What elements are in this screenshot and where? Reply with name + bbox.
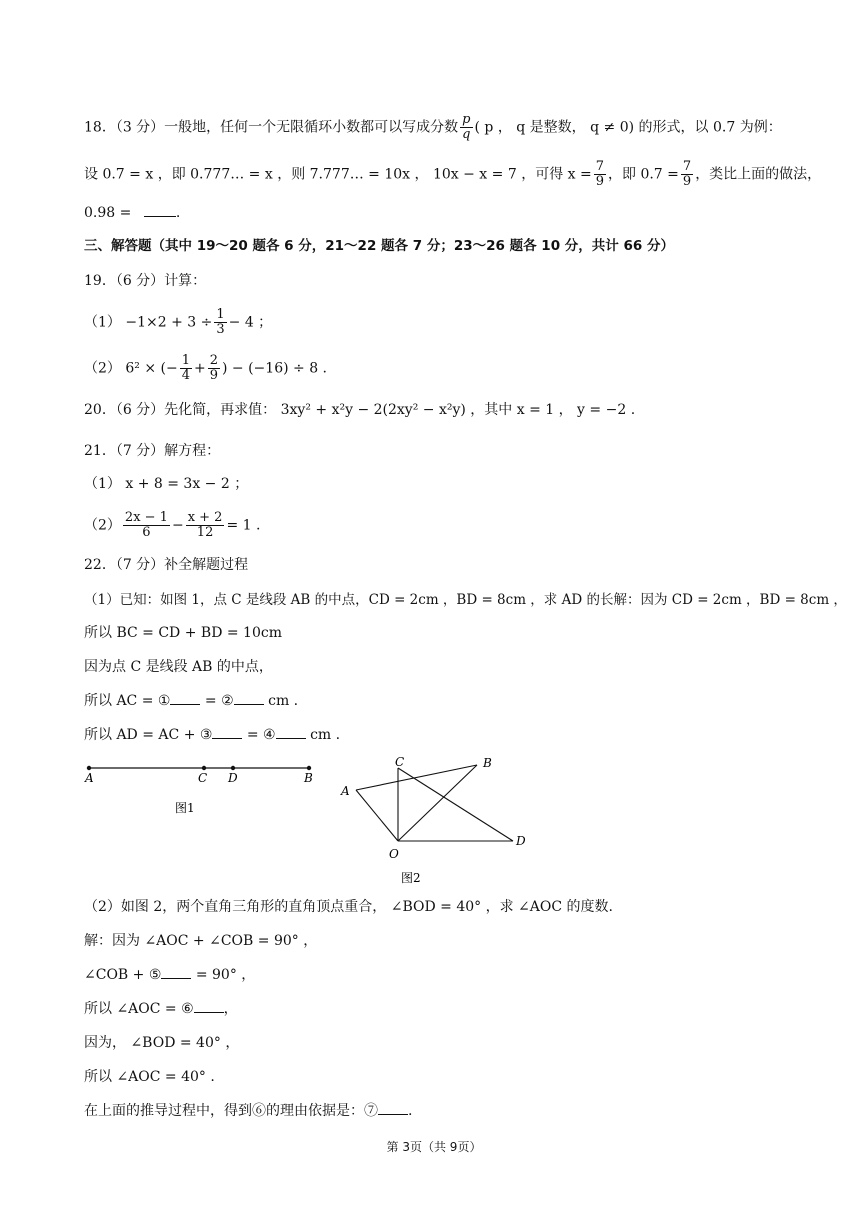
q22-line4 bbox=[84, 691, 298, 711]
q18-end: . bbox=[175, 205, 181, 221]
q22-line12 bbox=[84, 1101, 412, 1121]
q18-line2-b: ，即 0.7 = bbox=[608, 166, 679, 183]
answer-blank-1[interactable] bbox=[170, 691, 200, 705]
q19-fraction-1-3: $\frac{1}{3}$ bbox=[216, 307, 225, 337]
answer-blank-3[interactable] bbox=[212, 725, 242, 739]
answer-blank-4[interactable] bbox=[276, 725, 306, 739]
q18-line3 bbox=[84, 203, 180, 223]
section-3-heading: 三、解答题（其中 19～20 题各 6 分，21～22 题各 7 分；23～26 题各 10 分，共计 66 分） bbox=[84, 238, 674, 254]
q21-fraction-a: $\frac{2x - 1}{6}$ bbox=[124, 510, 168, 540]
q22-line2: 所以 BC = CD + BD = 10cm bbox=[84, 625, 282, 641]
q22-line6: （2）如图 2，两个直角三角形的直角顶点重合， ∠BOD = 40° ，求 ∠AOC 的度数. bbox=[84, 899, 613, 915]
q19-part1-b: − 4 ； bbox=[228, 314, 273, 331]
answer-blank-6[interactable] bbox=[194, 999, 224, 1013]
fig2-label-d: D bbox=[516, 834, 526, 848]
q18-line2-a: 设 0.7 = x ，即 0.777… = x ，则 7.777… = 10x ， 10x − x = 7 ，可得 x = bbox=[84, 166, 592, 183]
q21-part2-minus: − bbox=[171, 517, 184, 534]
fig2-label-o: O bbox=[389, 847, 399, 861]
fig1-label-d: D bbox=[228, 771, 238, 785]
fig2-label-a: A bbox=[341, 784, 350, 798]
answer-blank-7[interactable] bbox=[378, 1101, 408, 1115]
q18-line2 bbox=[84, 160, 821, 189]
q19-fraction-1-4: $\frac{1}{4}$ bbox=[181, 353, 190, 383]
q22-line4-a: 所以 AC = ① bbox=[84, 693, 171, 709]
q22-title: 22．（7 分）补全解题过程 bbox=[84, 557, 249, 573]
q22-line5-a: 所以 AD = AC + ③ bbox=[84, 727, 213, 743]
fig1-label-c: C bbox=[198, 771, 208, 785]
figure-1-segment bbox=[80, 758, 330, 818]
q18-line2-c: ，类比上面的做法， bbox=[695, 166, 822, 183]
q21-part2-b: = 1 . bbox=[226, 517, 261, 534]
q22-line5-c: cm . bbox=[310, 727, 341, 743]
q19-part2 bbox=[84, 354, 327, 383]
q22-line12-b: . bbox=[408, 1103, 413, 1119]
q18-line3-text: 0.98 = bbox=[84, 205, 132, 221]
q22-line4-b: = ② bbox=[204, 693, 234, 709]
q22-line11: 所以 ∠AOC = 40° . bbox=[84, 1069, 215, 1085]
q18-fraction-7-9-a: $\frac{7}{9}$ bbox=[595, 159, 604, 189]
q21-title: 21．（7 分）解方程： bbox=[84, 443, 221, 459]
q19-part1-a: （1） −1×2 + 3 ÷ bbox=[84, 314, 213, 331]
q22-line5 bbox=[84, 725, 340, 745]
answer-blank-2[interactable] bbox=[234, 691, 264, 705]
q18-line1 bbox=[84, 113, 782, 142]
fig1-label-b: B bbox=[304, 771, 313, 785]
figure-2-triangles bbox=[335, 750, 535, 890]
q20: 20．（6 分）先化简，再求值： 3xy² + x²y − 2(2xy² − x²y) ，其中 x = 1 ， y = −2 . bbox=[84, 402, 636, 418]
fig1-label-a: A bbox=[85, 771, 94, 785]
q22-line3: 因为点 C 是线段 AB 的中点， bbox=[84, 659, 273, 675]
q18-fraction-7-9-b: $\frac{7}{9}$ bbox=[682, 159, 692, 189]
q22-line9 bbox=[84, 999, 238, 1019]
q19-part2-a: （2） 6² × (− bbox=[84, 360, 178, 377]
q21-part1: （1） x + 8 = 3x − 2 ； bbox=[84, 476, 249, 492]
q22-line10: 因为， ∠BOD = 40° ， bbox=[84, 1035, 240, 1051]
q19-fraction-2-9: $\frac{2}{9}$ bbox=[209, 353, 218, 383]
fig2-label-b: B bbox=[483, 756, 492, 770]
fig2-label-c: C bbox=[395, 755, 405, 769]
q22-line9-a: 所以 ∠AOC = ⑥ bbox=[84, 1001, 194, 1017]
q22-line8-a: ∠COB + ⑤ bbox=[84, 967, 162, 983]
page-footer: 第 3页（共 9页） bbox=[386, 1140, 482, 1154]
fig1-caption: 图1 bbox=[175, 801, 195, 815]
q19-part2-b: ) − (−16) ÷ 8 . bbox=[222, 360, 327, 377]
q22-line4-c: cm . bbox=[268, 693, 299, 709]
q21-fraction-b: $\frac{x + 2}{12}$ bbox=[187, 510, 223, 540]
q21-part2-a: （2） bbox=[84, 517, 121, 534]
q21-part2 bbox=[84, 511, 260, 540]
q18-fraction-pq: $\frac{p}{q}$ bbox=[462, 112, 471, 142]
answer-blank-5[interactable] bbox=[161, 965, 191, 979]
q18-text-a: 18．（3 分）一般地，任何一个无限循环小数都可以写成分数 bbox=[84, 119, 459, 136]
q22-line8-b: = 90° ， bbox=[195, 967, 256, 983]
q22-line9-b: ， bbox=[223, 1001, 238, 1017]
q22-line7: 解：因为 ∠AOC + ∠COB = 90° ， bbox=[84, 933, 318, 949]
q22-line1: （1）已知：如图 1，点 C 是线段 AB 的中点，CD = 2cm ，BD = 8cm ，求 AD 的长解：因为 CD = 2cm ，BD = 8cm ， bbox=[84, 592, 847, 608]
q22-line8 bbox=[84, 965, 255, 985]
q19-part1 bbox=[84, 308, 272, 337]
q18-answer-blank[interactable] bbox=[144, 203, 176, 217]
q19-title: 19．（6 分）计算： bbox=[84, 273, 207, 289]
q22-line5-b: = ④ bbox=[246, 727, 276, 743]
q18-text-b: ( p ， q 是整数， q ≠ 0) 的形式，以 0.7 为例： bbox=[474, 119, 782, 136]
fig2-caption: 图2 bbox=[401, 871, 421, 885]
q19-part2-plus: + bbox=[193, 360, 206, 377]
q22-line12-a: 在上面的推导过程中，得到⑥的理由依据是：⑦ bbox=[84, 1103, 378, 1119]
